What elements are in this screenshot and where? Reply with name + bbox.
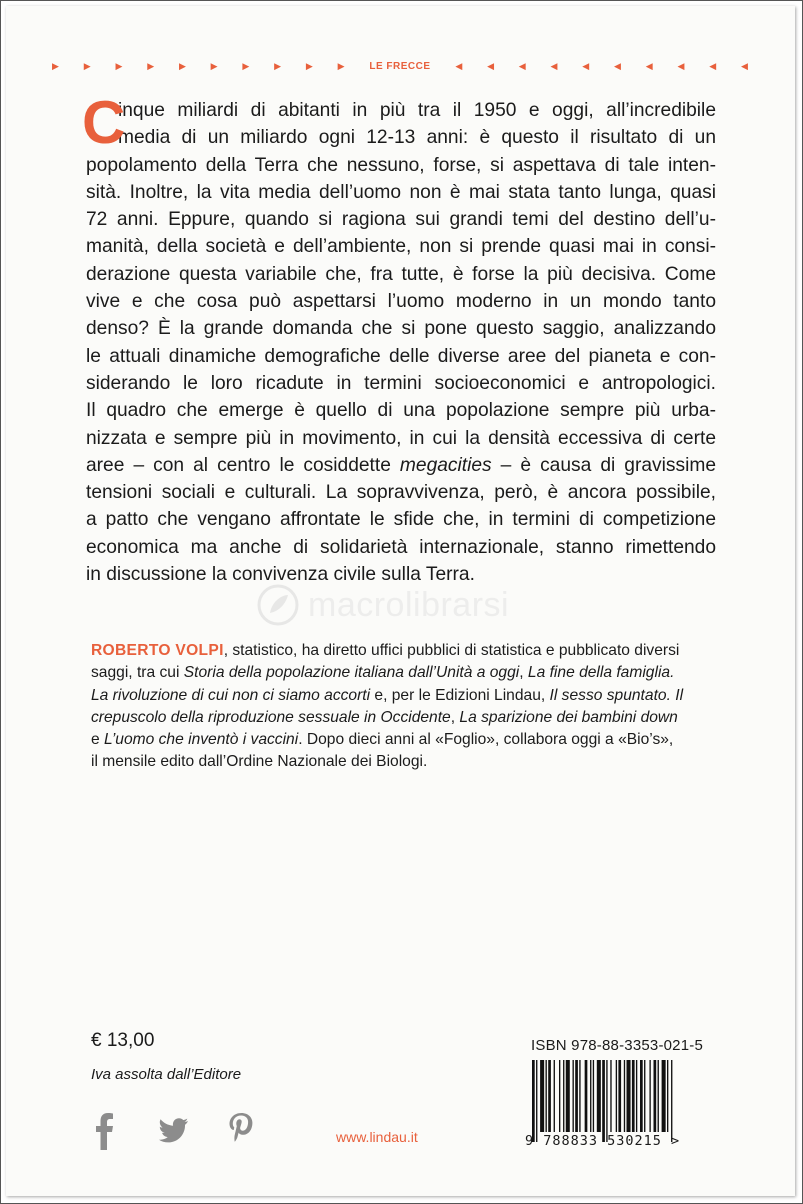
blurb-line: derazione questa variabile che, fra tutte, è forse la più decisiva. Come	[86, 263, 716, 285]
blurb-line: le attuali dinamiche demografiche delle diverse aree del pianeta e con-	[86, 345, 716, 367]
watermark-logo-icon	[256, 583, 300, 627]
bio-text: saggi, tra cui	[91, 664, 184, 682]
arrow-right-icon: ▶	[274, 60, 282, 71]
blurb-line-part: aree – con al centro le cosiddette	[86, 454, 400, 476]
book-title: La rivoluzione di cui non ci siamo accorti	[91, 686, 371, 704]
blurb-line: Il quadro che emerge è quello di una popolazione sempre più urba-	[86, 400, 716, 422]
arrow-right-icon: ▶	[83, 60, 91, 71]
arrow-left-icon: ◀	[614, 60, 621, 71]
barcode-bar	[579, 1060, 580, 1132]
bio-line	[91, 685, 721, 707]
book-title: crepuscolo della riproduzione sessuale in Occidente	[91, 708, 451, 726]
barcode-bar	[610, 1060, 611, 1132]
barcode-bar	[575, 1060, 578, 1132]
book-title: L’uomo che inventò i vaccini	[104, 731, 299, 749]
blurb-line-part: – è causa di gravissime	[491, 454, 716, 476]
barcode-bar	[602, 1060, 605, 1142]
bio-text: . Dopo dieci anni al «Foglio», collabora oggi a «Bio’s»,	[298, 731, 674, 749]
barcode-bar	[654, 1060, 657, 1132]
arrow-left-icon: ◀	[550, 60, 558, 71]
blurb-line: popolamento della Terra che nessuno, forse, si aspettava di tale inten-	[86, 154, 716, 176]
bio-text: e, per le Edizioni Lindau,	[370, 686, 550, 704]
barcode-bar	[563, 1060, 564, 1132]
arrow-left-icon: ◀	[709, 60, 717, 71]
blurb-line: 72 anni. Eppure, quando si ragiona sui grandi temi del destino dell’u-	[86, 209, 716, 231]
arrow-right-icon: ▶	[52, 60, 59, 71]
barcode-bar	[671, 1060, 672, 1142]
bio-line	[91, 729, 721, 751]
barcode-bar	[644, 1060, 645, 1132]
watermark-text: macrolibrarsi	[308, 585, 510, 624]
barcode-bar	[606, 1060, 607, 1142]
bio-text: ,	[519, 664, 528, 682]
barcode-bar	[532, 1060, 535, 1142]
barcode-bar	[573, 1060, 574, 1132]
barcode-bar	[548, 1060, 551, 1132]
arrow-right-icon: ▶	[147, 60, 155, 71]
barcode-bar	[566, 1060, 570, 1132]
barcode-bar	[618, 1060, 621, 1132]
blurb-line: vive e che cosa può aspettarsi l’uomo moderno in un mondo tanto	[86, 291, 716, 313]
barcode-bar	[658, 1060, 659, 1132]
barcode-bar	[536, 1060, 537, 1142]
book-title: Storia della popolazione italiana dall’Unità a oggi	[183, 664, 520, 682]
barcode-bar	[585, 1060, 588, 1132]
arrow-right-icon: ▶	[337, 60, 345, 71]
blurb-line: economica ma anche di solidarietà internazionale, stanno rimettendo	[86, 536, 716, 558]
arrow-right-icon: ▶	[178, 60, 186, 71]
blurb-text	[82, 89, 716, 588]
arrow-left-icon: ◀	[677, 60, 685, 71]
arrow-right-icon: ▶	[115, 60, 123, 71]
blurb-line: in discussione la convivenza civile sulla Terra.	[86, 564, 475, 586]
megacities-term: megacities	[399, 454, 492, 476]
facebook-icon[interactable]	[88, 1110, 122, 1150]
blurb-line: inque miliardi di abitanti in più tra il 1950 e oggi, all’incredibile	[118, 100, 716, 121]
barcode-bar	[593, 1060, 594, 1132]
book-title: Il sesso spuntato. Il	[549, 686, 684, 704]
price: € 13,00	[91, 1030, 155, 1051]
barcode-bar	[590, 1060, 591, 1132]
barcode-bar	[649, 1060, 650, 1132]
barcode-bar	[636, 1060, 637, 1132]
arrow-right-icon: ▶	[210, 60, 218, 71]
bio-text: e	[91, 731, 105, 749]
arrow-left-icon: ◀	[645, 60, 653, 71]
arrow-left-icon: ◀	[487, 60, 494, 71]
blurb-line: a patto che vengano affrontate le sfide che, in termini di competizione	[86, 509, 716, 531]
vat-note: Iva assolta dall’Editore	[91, 1066, 242, 1083]
blurb-line: denso? È la grande domanda che si pone questo saggio, analizzando	[86, 318, 716, 340]
arrow-left-icon: ◀	[582, 60, 590, 71]
publisher-website-link[interactable]: www.lindau.it	[336, 1129, 418, 1145]
blurb-line-megacities	[86, 452, 716, 479]
barcode-bar	[554, 1060, 555, 1132]
barcode-bar	[627, 1060, 631, 1132]
barcode-bar	[640, 1060, 643, 1132]
blurb-line: nizzata e sempre più in movimento, in cui la densità eccessiva di certe	[86, 427, 716, 449]
arrow-right-icon: ▶	[242, 60, 250, 71]
drop-cap: C	[82, 89, 126, 156]
arrow-left-icon: ◀	[740, 60, 748, 71]
bio-line	[91, 662, 721, 684]
pinterest-icon[interactable]	[224, 1110, 258, 1150]
bio-line: il mensile edito dall’Ordine Nazionale dei Biologi.	[91, 753, 428, 771]
book-title: La fine della famiglia.	[527, 664, 675, 682]
arrow-left-icon: ◀	[518, 60, 526, 71]
isbn-label: ISBN 978-88-3353-021-5	[531, 1037, 704, 1054]
series-strip	[52, 58, 748, 74]
arrow-right-icon: ▶	[305, 60, 313, 71]
barcode-bar	[540, 1060, 544, 1132]
author-name: ROBERTO VOLPI	[91, 642, 224, 659]
arrow-left-icon: ◀	[455, 60, 463, 71]
blurb-line: sità. Inoltre, la vita media dell’uomo non è mai stata tanto lunga, quasi	[86, 181, 716, 203]
blurb-line: media di un miliardo ogni 12-13 anni: è questo il risultato di un	[118, 127, 716, 149]
blurb-line: manità, della società e dell’ambiente, non si prende quasi mai in consi-	[86, 236, 716, 258]
twitter-icon[interactable]	[156, 1110, 190, 1150]
watermark	[256, 580, 546, 630]
barcode-bar	[624, 1060, 625, 1132]
blurb-line: tensioni sociali e culturali. La sopravvivenza, però, è ancora possibile,	[86, 482, 716, 504]
series-name: LE FRECCE	[369, 60, 431, 72]
social-icons	[88, 1110, 258, 1150]
barcode-bar	[616, 1060, 617, 1132]
author-bio	[91, 640, 721, 774]
barcode-bar	[597, 1060, 601, 1132]
barcode-bar	[632, 1060, 635, 1132]
barcode-digits: 9 788833 530215 >	[525, 1133, 681, 1149]
bio-text: , statistico, ha diretto uffici pubblici di statistica e pubblicato diversi	[223, 642, 680, 659]
book-title: La sparizione dei bambini down	[459, 708, 678, 726]
blurb-line: siderando le loro ricadute in termini socioeconomici e antropologici.	[86, 372, 716, 394]
bio-text: ,	[450, 708, 460, 726]
bio-line	[91, 707, 721, 729]
barcode-bar	[546, 1060, 547, 1132]
barcode-bar	[559, 1060, 560, 1132]
barcode-bar	[667, 1060, 668, 1132]
bio-line	[91, 640, 721, 662]
barcode-bar	[662, 1060, 666, 1132]
